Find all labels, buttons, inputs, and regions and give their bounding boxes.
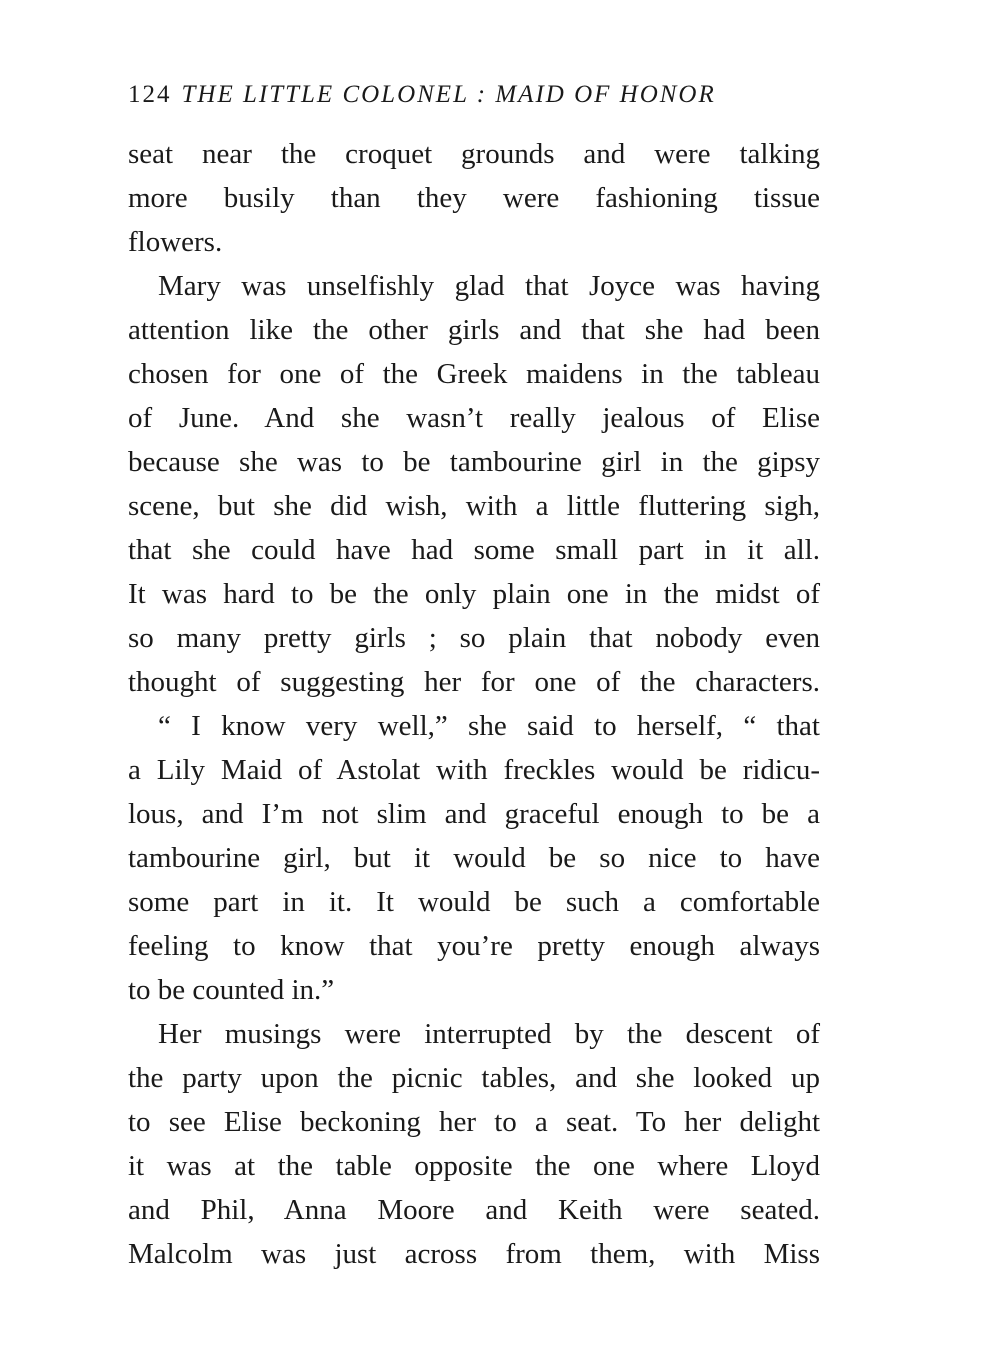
text-line: because she was to be tambourine girl in the gipsy	[128, 446, 820, 478]
text-line: “ I know very well,” she said to herself, “ that	[158, 710, 820, 742]
text-line: scene, but she did wish, with a little fluttering sigh,	[128, 490, 820, 522]
text-line: the party upon the picnic tables, and she looked up	[128, 1062, 820, 1094]
text-line: a Lily Maid of Astolat with freckles would be ridicu-	[128, 754, 820, 786]
text-line: attention like the other girls and that she had been	[128, 314, 820, 346]
text-line: seat near the croquet grounds and were talking	[128, 138, 820, 170]
text-line: it was at the table opposite the one where Lloyd	[128, 1150, 820, 1182]
paragraph-1	[128, 132, 820, 264]
book-page	[128, 80, 820, 1276]
book-title: THE LITTLE COLONEL : MAID OF HONOR	[181, 81, 716, 108]
paragraph-4	[128, 1012, 820, 1276]
paragraph-2	[128, 264, 820, 704]
text-line: thought of suggesting her for one of the characters.	[128, 666, 820, 698]
text-line: so many pretty girls ; so plain that nobody even	[128, 622, 820, 654]
text-line: Mary was unselfishly glad that Joyce was having	[158, 270, 820, 302]
running-head	[128, 80, 820, 110]
text-line: lous, and I’m not slim and graceful enough to be a	[128, 798, 820, 830]
text-line: that she could have had some small part in it all.	[128, 534, 820, 566]
paragraph-3	[128, 704, 820, 1012]
text-line: Malcolm was just across from them, with Miss	[128, 1238, 820, 1270]
text-line: to see Elise beckoning her to a seat. To her delight	[128, 1106, 820, 1138]
text-line: It was hard to be the only plain one in the midst of	[128, 578, 820, 610]
text-line: of June. And she wasn’t really jealous of Elise	[128, 402, 820, 434]
text-line: tambourine girl, but it would be so nice to have	[128, 842, 820, 874]
text-line: more busily than they were fashioning tissue	[128, 182, 820, 214]
text-line: and Phil, Anna Moore and Keith were seated.	[128, 1194, 820, 1226]
text-line: chosen for one of the Greek maidens in the tableau	[128, 358, 820, 390]
page-number: 124	[128, 81, 172, 108]
text-line: some part in it. It would be such a comfortable	[128, 886, 820, 918]
text-line: flowers.	[128, 226, 223, 258]
text-line: feeling to know that you’re pretty enough always	[128, 930, 820, 962]
text-line: Her musings were interrupted by the descent of	[158, 1018, 820, 1050]
text-line: to be counted in.”	[128, 974, 335, 1006]
